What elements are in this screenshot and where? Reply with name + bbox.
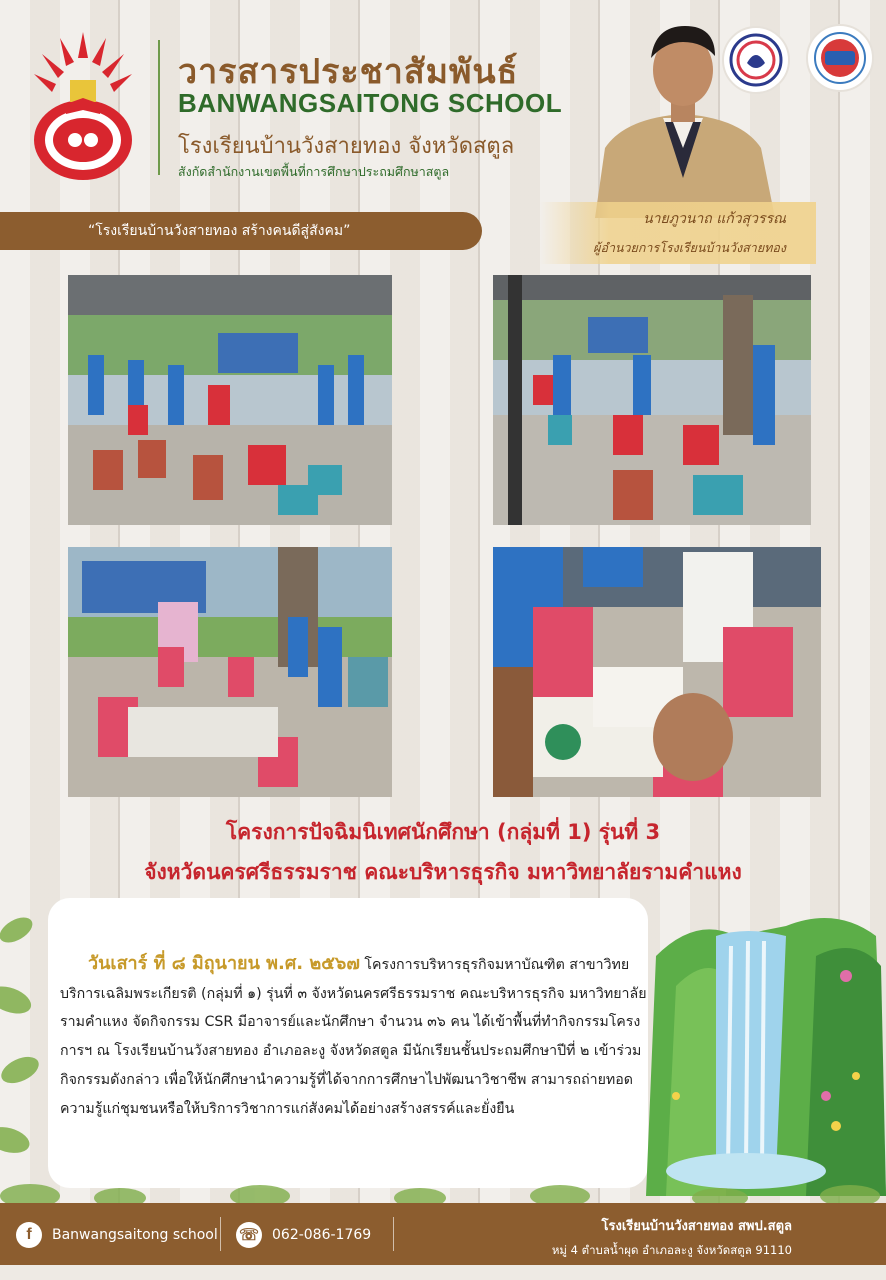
emblem-badge-2: [806, 24, 874, 92]
facebook-icon: f: [16, 1222, 42, 1248]
footer-bar: [0, 1203, 886, 1265]
project-title-line-1: โครงการปัจฉิมนิเทศนักศึกษา (กลุ่มที่ 1) รุ่นที่ 3: [225, 820, 661, 844]
facebook-name: Banwangsaitong school: [52, 1227, 218, 1243]
newsletter-title: วารสารประชาสัมพันธ์: [178, 52, 519, 92]
phone-number: 062-086-1769: [272, 1227, 372, 1243]
school-logo: [30, 28, 136, 184]
activity-photo-1: [68, 275, 392, 525]
article-text: โครงการบริหารธุรกิจมหาบัณฑิต สาขาวิทยบริการเฉลิมพระเกียรติ (กลุ่มที่ ๑) รุ่นที่ ๓ จังหวัดนครศรีธรรมราช คณะบริหารธุรกิจ มหาวิทยาลัยรามคำแหง จัดกิจกรรม CSR มีอาจารย์และนักศึกษา จำนวน ๓๖ คน ได้เข้าพื้นที่ทำกิจกรรมโครงการฯ ณ โรงเรียนบ้านวังสายทอง อำเภอละงู จังหวัดสตูล มีนักเรียนชั้นประถมศึกษาปีที่ ๒ เข้าร่วมกิจกรรมดังกล่าว เพื่อให้นักศึกษานำความรู้ที่ได้จากการศึกษาไปพัฒนาวิชาชีพ สามารถถ่ายทอดความรู้แก่ชุมชนหรือให้บริการวิชาการแก่สังคมได้อย่างสร้างสรรค์และยั่งยืน: [60, 957, 647, 1117]
footer-bottom-strip: [0, 1265, 886, 1280]
header-divider: [158, 40, 160, 175]
emblem-badge-1: [722, 26, 790, 94]
activity-photo-3: [68, 547, 392, 797]
project-title-line-2: จังหวัดนครศรีธรรมราช คณะบริหารธุรกิจ มหาวิทยาลัยรามคำแหง: [144, 860, 742, 884]
motto-text: “โรงเรียนบ้านวังสายทอง สร้างคนดีสู่สังคม”: [88, 223, 351, 239]
article-body: [60, 950, 648, 1123]
school-name-th: โรงเรียนบ้านวังสายทอง จังหวัดสตูล: [178, 134, 515, 159]
activity-photo-2: [493, 275, 811, 525]
phone-contact[interactable]: [236, 1222, 371, 1248]
article-date: วันเสาร์ ที่ ๘ มิถุนายน พ.ศ. ๒๕๖๗: [88, 953, 360, 974]
affiliation: สังกัดสำนักงานเขตพื้นที่การศึกษาประถมศึกษาสตูล: [178, 164, 450, 179]
facebook-contact[interactable]: [16, 1222, 218, 1248]
footer-address: หมู่ 4 ตำบลน้ำผุด อำเภอละงู จังหวัดสตูล 91110: [551, 1243, 792, 1257]
footer-divider-1: [220, 1217, 221, 1251]
director-name: นายภูวนาถ แก้วสุวรรณ: [643, 211, 786, 227]
waterfall-illustration: [636, 896, 886, 1206]
phone-icon: ☏: [236, 1222, 262, 1248]
footer-divider-2: [393, 1217, 394, 1251]
director-nameplate: [540, 202, 816, 264]
activity-photo-4: [493, 547, 821, 797]
footer-school: โรงเรียนบ้านวังสายทอง สพป.สตูล: [601, 1219, 792, 1234]
footer-address-block: [552, 1215, 792, 1260]
motto-banner: [0, 212, 482, 250]
director-position: ผู้อำนวยการโรงเรียนบ้านวังสายทอง: [593, 240, 786, 255]
school-name-en: BANWANGSAITONG SCHOOL: [178, 88, 563, 118]
